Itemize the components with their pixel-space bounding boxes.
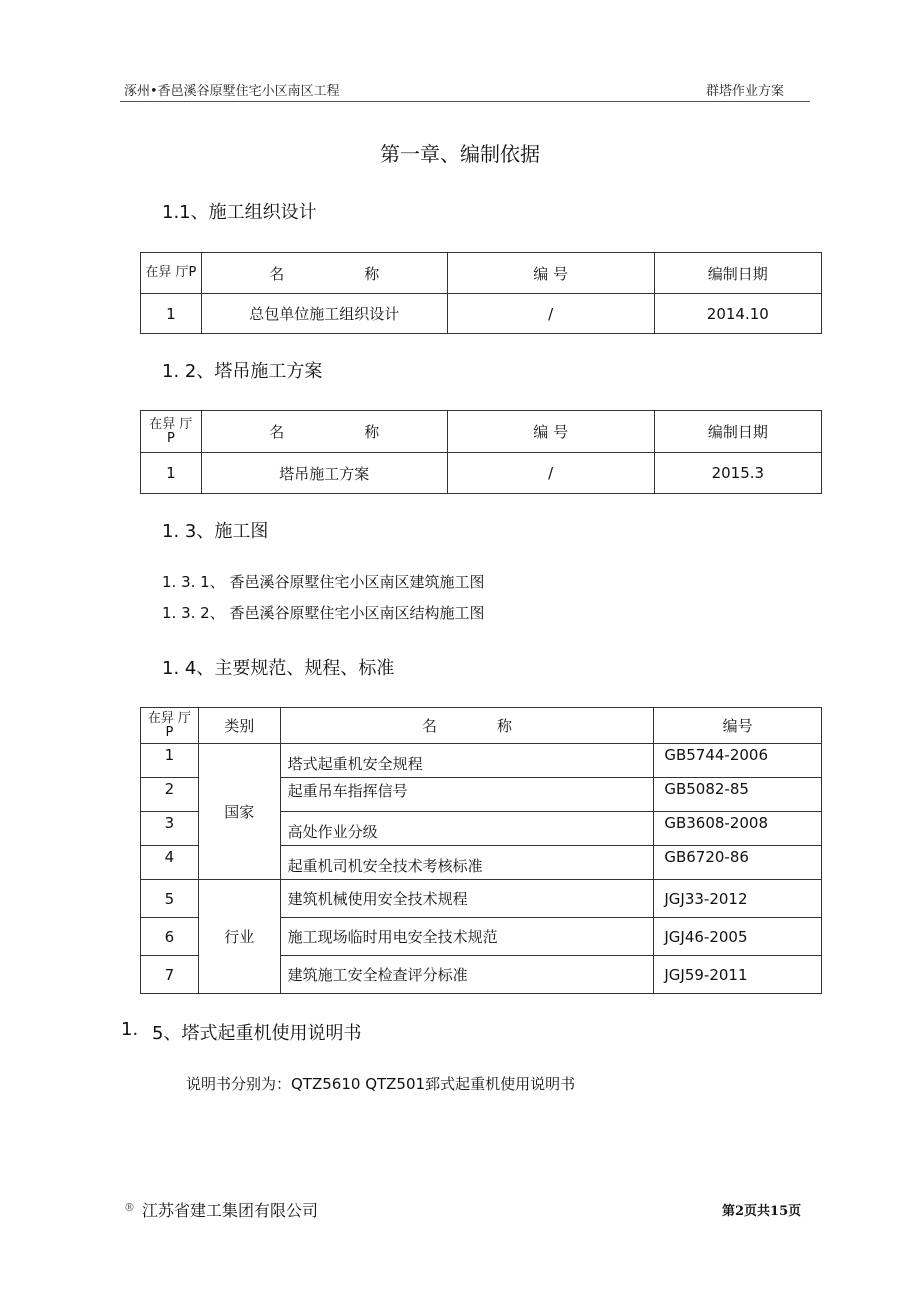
col-header-name-b: 称 xyxy=(496,717,512,735)
col-header-index xyxy=(141,411,202,453)
cell-name: 施工现场临时用电安全技术规范 xyxy=(280,918,654,956)
col-header-index-a: 在舁 厅 xyxy=(149,416,193,432)
header-right: 群塔作业方案 xyxy=(706,84,785,99)
cell-name: 总包单位施工组织设计 xyxy=(201,294,447,334)
cell-index: 5 xyxy=(141,880,199,918)
cell-name: 起重机司机安全技术考核标准 xyxy=(280,846,654,880)
section-title-1-5-number: 1. xyxy=(121,1019,139,1040)
col-header-code: 编号 xyxy=(654,708,822,744)
table-header-row xyxy=(141,253,822,294)
cell-index: 6 xyxy=(141,918,199,956)
table-row xyxy=(141,453,822,494)
cell-date: 2014.10 xyxy=(654,294,821,334)
section-title-1-5: 5、塔式起重机使用说明书 xyxy=(152,1023,362,1044)
cell-code: GB5082-85 xyxy=(654,778,822,812)
cell-name: 高处作业分级 xyxy=(280,812,654,846)
cell-code: GB5744-2006 xyxy=(654,744,822,778)
table-tower-crane-plan xyxy=(140,410,822,494)
cell-code: GB3608-2008 xyxy=(654,812,822,846)
section-title-1-4: 1. 4、主要规范、规程、标准 xyxy=(162,658,395,679)
cell-name: 塔式起重机安全规程 xyxy=(280,744,654,778)
table-row xyxy=(141,744,822,778)
cell-code: JGJ33-2012 xyxy=(654,880,822,918)
footer-page-number: 第2页共15页 xyxy=(722,1204,802,1219)
col-header-date: 编制日期 xyxy=(654,411,821,453)
col-header-code: 编 号 xyxy=(447,253,654,294)
col-header-name-a: 名 xyxy=(269,423,285,441)
cell-name: 起重吊车指挥信号 xyxy=(280,778,654,812)
col-header-name-a: 名 xyxy=(269,264,285,283)
cell-index: 1 xyxy=(141,744,199,778)
cell-index: 3 xyxy=(141,812,199,846)
cell-index: 4 xyxy=(141,846,199,880)
col-header-index: 在舁 厅P xyxy=(141,253,202,294)
cell-index: 2 xyxy=(141,778,199,812)
header-divider xyxy=(120,101,810,102)
cell-index: 7 xyxy=(141,956,199,994)
cell-name: 塔吊施工方案 xyxy=(201,453,447,494)
chapter-title: 第一章、编制依据 xyxy=(380,142,540,166)
table-header-row xyxy=(141,708,822,744)
col-header-category: 类别 xyxy=(198,708,280,744)
section-title-1-1: 1.1、施工组织设计 xyxy=(162,202,317,223)
table-header-row xyxy=(141,411,822,453)
col-header-index-b: P xyxy=(165,724,174,740)
section-title-1-2: 1. 2、塔吊施工方案 xyxy=(162,361,323,382)
col-header-name-b: 称 xyxy=(364,423,380,441)
cell-date: 2015.3 xyxy=(654,453,821,494)
cell-code: / xyxy=(447,453,654,494)
list-item: 1. 3. 1、 香邑溪谷原墅住宅小区南区建筑施工图 xyxy=(162,573,485,591)
cell-code: JGJ59-2011 xyxy=(654,956,822,994)
col-header-name xyxy=(280,708,654,744)
section-title-1-3: 1. 3、施工图 xyxy=(162,521,269,542)
col-header-code: 编 号 xyxy=(447,411,654,453)
col-header-date: 编制日期 xyxy=(654,253,821,294)
cell-name: 建筑施工安全检查评分标准 xyxy=(280,956,654,994)
cell-category-national: 国家 xyxy=(198,744,280,880)
table-standards xyxy=(140,707,822,994)
footer-company: 江苏省建工集团有限公司 xyxy=(142,1201,319,1220)
registered-mark-icon: ® xyxy=(124,1201,135,1214)
col-header-name xyxy=(201,253,447,294)
table-row xyxy=(141,880,822,918)
cell-code: / xyxy=(447,294,654,334)
table-construction-design xyxy=(140,252,822,334)
table-row xyxy=(141,294,822,334)
header-left: 涿州•香邑溪谷原墅住宅小区南区工程 xyxy=(124,84,340,99)
col-header-name-b: 称 xyxy=(364,264,380,283)
cell-code: JGJ46-2005 xyxy=(654,918,822,956)
manual-description: 说明书分别为：QTZ5610 QTZ501郅式起重机使用说明书 xyxy=(186,1075,576,1093)
col-header-name xyxy=(201,411,447,453)
col-header-index xyxy=(141,708,199,744)
list-item: 1. 3. 2、 香邑溪谷原墅住宅小区南区结构施工图 xyxy=(162,604,485,622)
cell-code: GB6720-86 xyxy=(654,846,822,880)
cell-index: 1 xyxy=(141,294,202,334)
cell-index: 1 xyxy=(141,453,202,494)
col-header-name-a: 名 xyxy=(421,717,437,735)
col-header-index-a: 在舁 厅 xyxy=(147,710,191,726)
col-header-index-b: P xyxy=(166,430,175,446)
cell-name: 建筑机械使用安全技术规程 xyxy=(280,880,654,918)
cell-category-industry: 行业 xyxy=(198,880,280,994)
